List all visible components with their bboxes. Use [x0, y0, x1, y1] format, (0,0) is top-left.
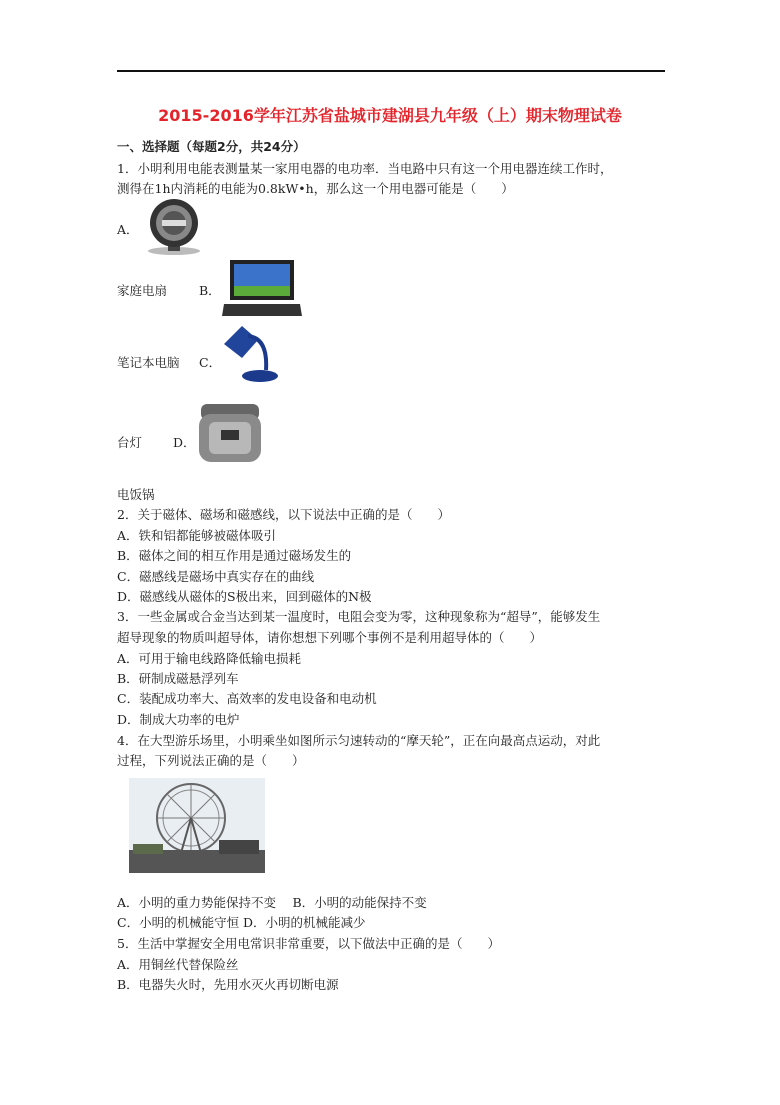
header-rule — [117, 70, 665, 72]
q3-stem-line1: 3．一些金属或合金当达到某一温度时，电阻会变为零，这种现象称为“超导”，能够发生 — [117, 609, 601, 624]
q1-stem-line1: 1．小明利用电能表测量某一家用电器的电功率．当电路中只有这一个用电器连续工作时， — [117, 161, 613, 176]
q3-option-a: A．可用于输电线路降低输电损耗 — [117, 651, 302, 666]
q2-option-a: A．铁和铝都能够被磁体吸引 — [117, 528, 277, 543]
q1-caption-d: 电饭锅 — [117, 487, 155, 502]
q1-option-c-label: C． — [199, 355, 222, 370]
q2-option-b: B．磁体之间的相互作用是通过磁场发生的 — [117, 548, 352, 563]
rice-cooker-image — [195, 400, 265, 470]
q1-caption-b: 笔记本电脑 — [117, 355, 180, 370]
q4-stem-line1: 4．在大型游乐场里，小明乘坐如图所示匀速转动的“摩天轮”，正在向最高点运动，对此 — [117, 733, 601, 748]
q3-stem-line2: 超导现象的物质叫超导体，请你想想下列哪个事例不是利用超导体的（ ） — [117, 630, 543, 645]
q1-option-a-label: A． — [117, 222, 139, 237]
q3-option-c: C．装配成功率大、高效率的发电设备和电动机 — [117, 691, 377, 706]
q5-option-a: A．用铜丝代替保险丝 — [117, 957, 239, 972]
q1-caption-a: 家庭电扇 — [117, 283, 168, 298]
desk-lamp-image — [220, 320, 280, 385]
q3-option-b: B．研制成磁悬浮列车 — [117, 671, 239, 686]
laptop-image — [222, 258, 302, 318]
q1-option-d-label: D． — [173, 435, 196, 450]
q4-options-ab: A．小明的重力势能保持不变 B．小明的动能保持不变 — [117, 895, 427, 910]
q2-option-d: D．磁感线从磁体的S极出来，回到磁体的N极 — [117, 589, 372, 604]
fan-image — [138, 197, 210, 255]
q5-option-b: B．电器失火时，先用水灭火再切断电源 — [117, 977, 339, 992]
q4-options-cd: C．小明的机械能守恒 D．小明的机械能减少 — [117, 915, 366, 930]
page-title: 2015-2016学年江苏省盐城市建湖县九年级（上）期末物理试卷 — [158, 106, 622, 125]
q1-option-b-label: B． — [199, 283, 221, 298]
q2-stem: 2．关于磁体、磁场和磁感线，以下说法中正确的是（ ） — [117, 507, 450, 522]
ferris-wheel-image — [129, 778, 265, 873]
q2-option-c: C．磁感线是磁场中真实存在的曲线 — [117, 569, 315, 584]
q3-option-d: D．制成大功率的电炉 — [117, 712, 240, 727]
q4-stem-line2: 过程，下列说法正确的是（ ） — [117, 753, 305, 768]
q1-caption-c: 台灯 — [117, 435, 143, 450]
q1-stem-line2: 测得在1h内消耗的电能为0.8kW•h，那么这一个用电器可能是（ ） — [117, 181, 514, 196]
section-heading: 一、选择题（每题2分，共24分） — [117, 139, 306, 154]
q5-stem: 5．生活中掌握安全用电常识非常重要，以下做法中正确的是（ ） — [117, 936, 500, 951]
